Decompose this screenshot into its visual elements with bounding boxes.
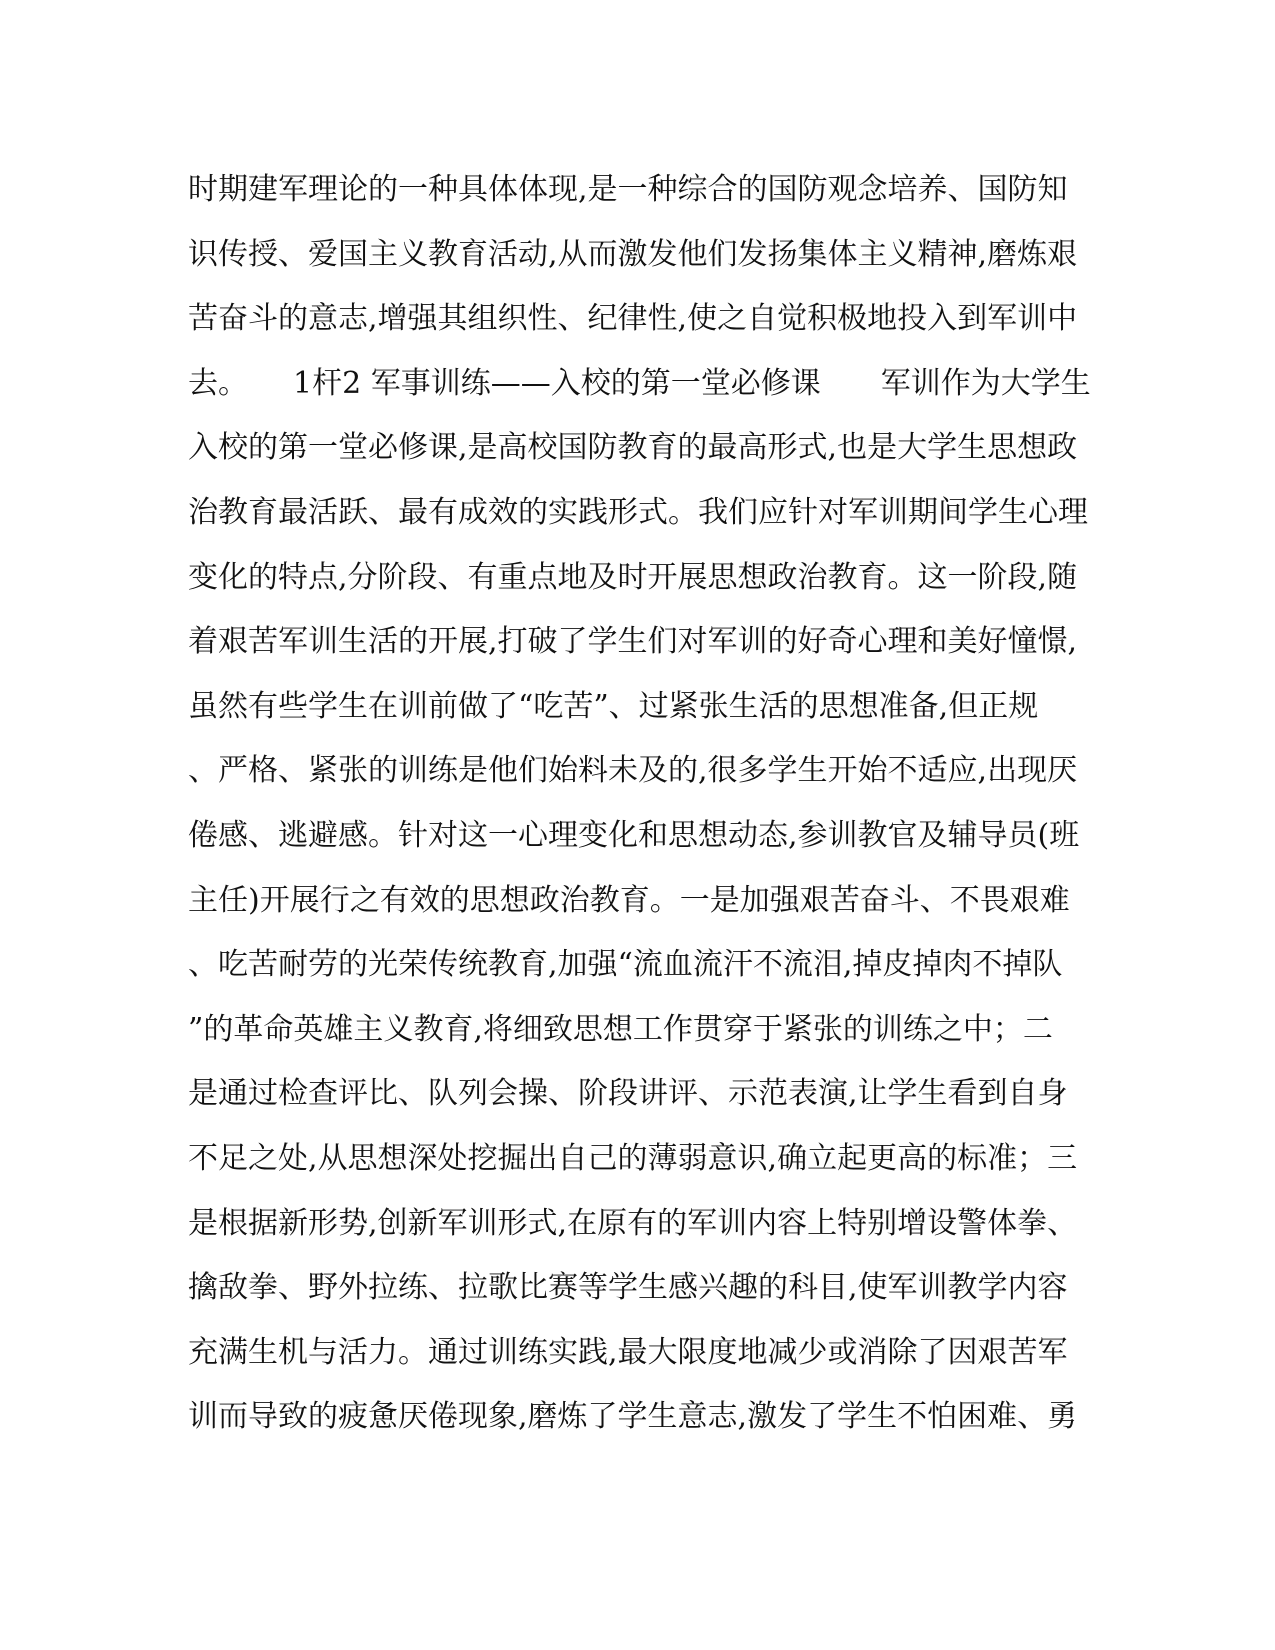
text-line: 着艰苦军训生活的开展,打破了学生们对军训的好奇心理和美好憧憬,: [188, 624, 1078, 660]
text-line: 去。 1杆2 军事训练——入校的第一堂必修课 军训作为大学生: [188, 365, 1091, 401]
text-line: 治教育最活跃、最有成效的实践形式。我们应针对军训期间学生心理: [188, 494, 1088, 530]
text-line: 主任)开展行之有效的思想政治教育。一是加强艰苦奋斗、不畏艰难: [188, 882, 1070, 918]
text-line: 是根据新形势,创新军训形式,在原有的军训内容上特别增设警体拳、: [188, 1205, 1078, 1241]
text-line: 识传授、爱国主义教育活动,从而激发他们发扬集体主义精神,磨炼艰: [188, 236, 1078, 272]
text-line: 、吃苦耐劳的光荣传统教育,加强“流血流汗不流泪,掉皮掉肉不掉队: [188, 947, 1063, 983]
text-line: 时期建军理论的一种具体体现,是一种综合的国防观念培养、国防知: [188, 172, 1068, 207]
text-line: 不足之处,从思想深处挖掘出自己的薄弱意识,确立起更高的标准；三: [188, 1140, 1078, 1176]
text-line: ”的革命英雄主义教育,将细致思想工作贯穿于紧张的训练之中；二: [188, 1011, 1053, 1047]
text-line: 训而导致的疲惫厌倦现象,磨炼了学生意志,激发了学生不怕困难、勇: [188, 1399, 1078, 1435]
body-text: [188, 158, 1091, 1450]
text-line: 擒敌拳、野外拉练、拉歌比赛等学生感兴趣的科目,使军训教学内容: [188, 1270, 1068, 1306]
text-line: 充满生机与活力。通过训练实践,最大限度地减少或消除了因艰苦军: [188, 1334, 1068, 1370]
text-line: 是通过检查评比、队列会操、阶段讲评、示范表演,让学生看到自身: [188, 1076, 1068, 1112]
text-line: 苦奋斗的意志,增强其组织性、纪律性,使之自觉积极地投入到军训中: [188, 301, 1078, 337]
text-line: 虽然有些学生在训前做了“吃苦”、过紧张生活的思想准备,但正规: [188, 688, 1039, 724]
text-line: 倦感、逃避感。针对这一心理变化和思想动态,参训教官及辅导员(班: [188, 817, 1080, 853]
text-line: 入校的第一堂必修课,是高校国防教育的最高形式,也是大学生思想政: [188, 430, 1078, 466]
text-line: 、严格、紧张的训练是他们始料未及的,很多学生开始不适应,出现厌: [188, 753, 1078, 789]
text-line: 变化的特点,分阶段、有重点地及时开展思想政治教育。这一阶段,随: [188, 559, 1078, 595]
